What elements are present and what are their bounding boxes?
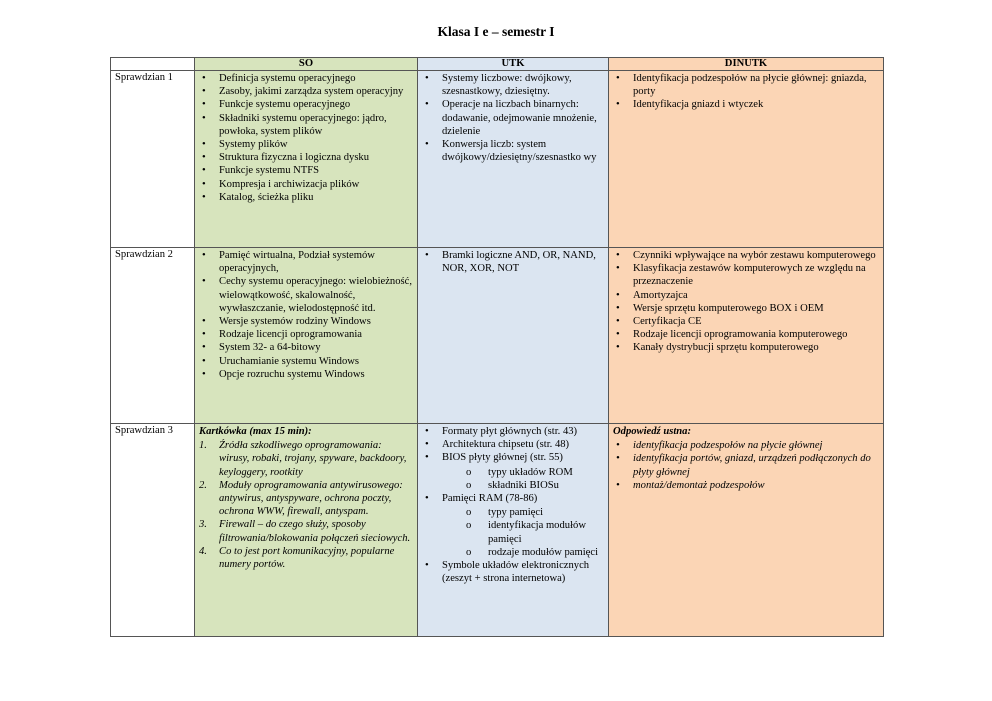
list-item: • Formaty płyt głównych (str. 43)	[422, 425, 604, 438]
list-item: • Systemy liczbowe: dwójkowy, szesnastkowy, dziesiętny.	[422, 72, 604, 98]
list-item: • Definicja systemu operacyjnego	[199, 72, 413, 85]
sublist	[442, 466, 604, 492]
dinutk-list	[613, 72, 879, 112]
row-label: Sprawdzian 3	[111, 424, 195, 637]
list-item: • Uruchamianie systemu Windows	[199, 355, 413, 368]
list-item: • Struktura fizyczna i logiczna dysku	[199, 151, 413, 164]
list-item: • Operacje na liczbach binarnych: dodawanie, odejmowanie mnożenie, dzielenie	[422, 98, 604, 138]
header-so: SO	[195, 58, 418, 71]
quiz-list	[199, 439, 413, 571]
list-item: • Funkcje systemu NTFS	[199, 164, 413, 177]
list-item: • Wersje systemów rodziny Windows	[199, 315, 413, 328]
sublist-item: o identyfikacja modułów pamięci	[462, 519, 604, 545]
so-cell	[195, 71, 418, 248]
list-item: • Opcje rozruchu systemu Windows	[199, 368, 413, 381]
so-list	[199, 72, 413, 204]
sublist-item: o składniki BIOSu	[462, 479, 604, 492]
list-item: • Architektura chipsetu (str. 48)	[422, 438, 604, 451]
list-item: • System 32- a 64-bitowy	[199, 341, 413, 354]
utk-list	[422, 72, 604, 164]
so-cell	[195, 248, 418, 424]
quiz-heading: Kartkówka (max 15 min):	[199, 426, 312, 437]
dinutk-cell	[609, 424, 884, 637]
dinutk-cell	[609, 71, 884, 248]
list-item: • Pamięci RAM (78-86) o typy pamięci o identyfikacja modułów pamięci o rodzaje modułów pamięci	[422, 492, 604, 559]
list-item: • identyfikacja portów, gniazd, urządzeń podłączonych do płyty głównej	[613, 452, 879, 478]
utk-list	[422, 249, 604, 275]
list-item: • Pamięć wirtualna, Podział systemów operacyjnych,	[199, 249, 413, 275]
table-row	[111, 424, 884, 637]
so-list	[199, 249, 413, 381]
list-item: • Rodzaje licencji oprogramowania komputerowego	[613, 328, 879, 341]
list-item: • Zasoby, jakimi zarządza system operacyjny	[199, 85, 413, 98]
dinutk-cell	[609, 248, 884, 424]
list-item: • Rodzaje licencji oprogramowania	[199, 328, 413, 341]
list-item: • Cechy systemu operacyjnego: wielobieżność, wielowątkowość, skalowalność, wywłaszczanie, wielodostępność itd.	[199, 275, 413, 315]
header-dinutk: DINUTK	[609, 58, 884, 71]
table-row	[111, 248, 884, 424]
list-item: • Bramki logiczne AND, OR, NAND, NOR, XOR, NOT	[422, 249, 604, 275]
header-utk: UTK	[418, 58, 609, 71]
sublist-item: o rodzaje modułów pamięci	[462, 546, 604, 559]
row-label: Sprawdzian 1	[111, 71, 195, 248]
dinutk-list	[613, 249, 879, 355]
list-item: • Identyfikacja podzespołów na płycie głównej: gniazda, porty	[613, 72, 879, 98]
list-item: • Czynniki wpływające na wybór zestawu komputerowego	[613, 249, 879, 262]
list-item: • Certyfikacja CE	[613, 315, 879, 328]
list-item: • Składniki systemu operacyjnego: jądro, powłoka, system plików	[199, 112, 413, 138]
sublist	[442, 506, 604, 559]
list-item: 1. Źródła szkodliwego oprogramowania: wirusy, robaki, trojany, spyware, backdoory, keyloggery, rootkity	[199, 440, 407, 478]
list-item: • Kompresja i archiwizacja plików	[199, 178, 413, 191]
utk-cell	[418, 71, 609, 248]
list-item: • Funkcje systemu operacyjnego	[199, 98, 413, 111]
sublist-item: o typy układów ROM	[462, 466, 604, 479]
list-item: • Amortyzajca	[613, 289, 879, 302]
list-item: 2. Moduły oprogramowania antywirusowego: antywirus, antyspyware, ochrona poczty, ochrona WWW, firewall, antyspam.	[199, 479, 403, 518]
dinutk-list	[613, 439, 879, 492]
list-item: • Wersje sprzętu komputerowego BOX i OEM	[613, 302, 879, 315]
list-item: 3. Firewall – do czego służy, sposoby filtrowania/blokowania połączeń sieciowych.	[199, 519, 411, 544]
list-item: • Symbole układów elektronicznych (zeszyt + strona internetowa)	[422, 559, 604, 585]
list-item: 4. Co to jest port komunikacyjny, popularne numery portów.	[199, 545, 395, 571]
utk-cell	[418, 248, 609, 424]
list-item: • Identyfikacja gniazd i wtyczek	[613, 98, 879, 111]
syllabus-table	[110, 57, 884, 637]
oral-heading: Odpowiedź ustna:	[613, 426, 691, 437]
sublist-item: o typy pamięci	[462, 506, 604, 519]
utk-cell	[418, 424, 609, 637]
so-cell	[195, 424, 418, 637]
utk-list	[422, 425, 604, 585]
header-row	[111, 58, 884, 71]
table-row	[111, 71, 884, 248]
list-item: • Systemy plików	[199, 138, 413, 151]
list-item: • identyfikacja podzespołów na płycie głównej	[613, 439, 879, 452]
list-item: • BIOS płyty głównej (str. 55) o typy układów ROM o składniki BIOSu	[422, 451, 604, 492]
list-item: • Konwersja liczb: system dwójkowy/dziesiętny/szesnastko wy	[422, 138, 604, 164]
list-item: • montaż/demontaż podzespołów	[613, 479, 879, 492]
list-item: • Kanały dystrybucji sprzętu komputerowego	[613, 341, 879, 354]
header-empty	[111, 58, 195, 71]
list-item: • Katalog, ścieżka pliku	[199, 191, 413, 204]
row-label: Sprawdzian 2	[111, 248, 195, 424]
page-title: Klasa I e – semestr I	[437, 24, 555, 39]
list-item: • Klasyfikacja zestawów komputerowych ze względu na przeznaczenie	[613, 262, 879, 288]
